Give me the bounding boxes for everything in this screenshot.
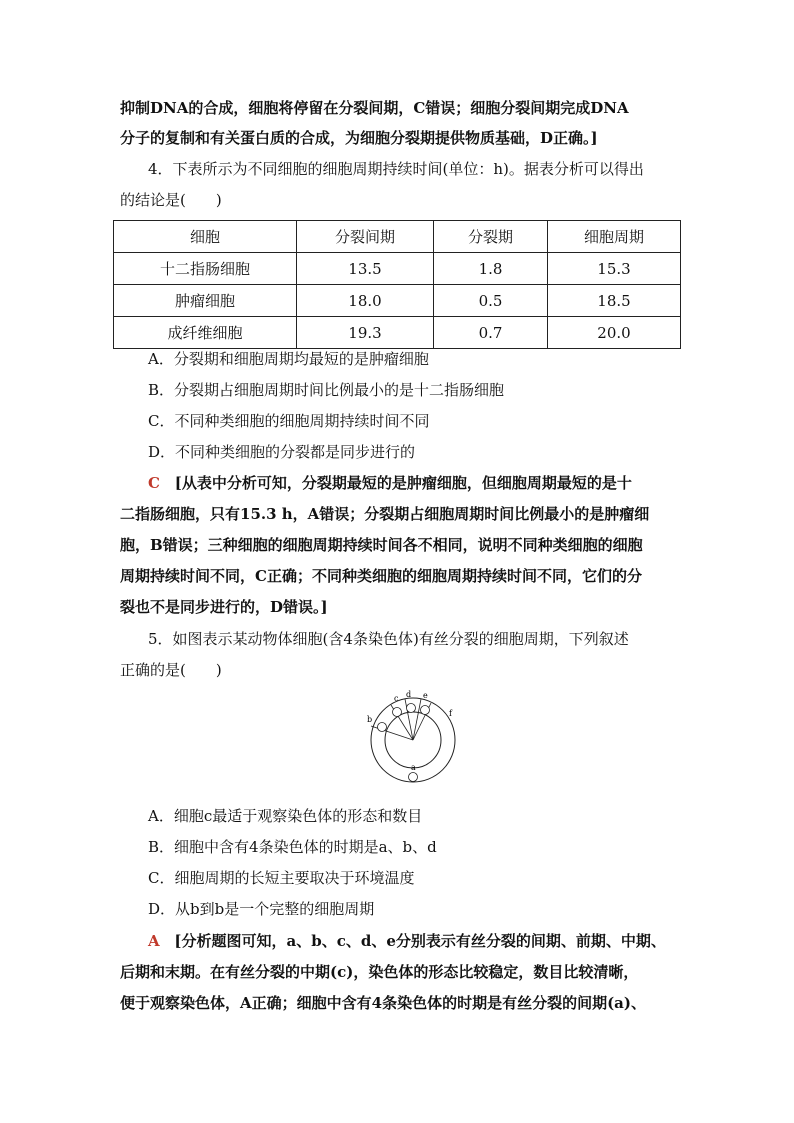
q4-answer-letter: C	[148, 474, 160, 492]
q4-option-c: C．不同种类细胞的细胞周期持续时间不同	[148, 412, 430, 430]
q5-answer-text: [分析题图可知，a、b、c、d、e分别表示有丝分裂的间期、前期、中期、	[174, 932, 666, 950]
table-cell: 18.0	[297, 285, 434, 317]
label-e: e	[423, 691, 428, 700]
question-4-stem: 4．下表所示为不同细胞的细胞周期持续时间(单位：h)。据表分析可以得出	[148, 160, 644, 178]
question-4-stem-cont: 的结论是( )	[120, 191, 222, 209]
q4-option-a: A．分裂期和细胞周期均最短的是肿瘤细胞	[148, 350, 429, 368]
q5-option-a: A．细胞c最适于观察染色体的形态和数目	[148, 807, 423, 825]
table-header: 细胞周期	[548, 221, 681, 253]
q4-option-d: D．不同种类细胞的分裂都是同步进行的	[148, 443, 416, 461]
label-c: c	[394, 694, 399, 703]
table-cell: 1.8	[434, 253, 548, 285]
label-d: d	[406, 690, 412, 699]
label-b: b	[367, 715, 373, 724]
table-header: 分裂期	[434, 221, 548, 253]
cell-cycle-table	[113, 220, 681, 349]
table-cell: 肿瘤细胞	[114, 285, 297, 317]
table-header-row	[114, 221, 681, 253]
table-cell: 19.3	[297, 317, 434, 349]
table-header: 分裂间期	[297, 221, 434, 253]
table-header: 细胞	[114, 221, 297, 253]
label-f: f	[449, 709, 452, 718]
q4-answer-text: [从表中分析可知，分裂期最短的是肿瘤细胞，但细胞周期最短的是十	[174, 474, 632, 492]
table-cell: 15.3	[548, 253, 681, 285]
table-cell: 十二指肠细胞	[114, 253, 297, 285]
q4-answer-line-4: 周期持续时间不同，C正确；不同种类细胞的细胞周期持续时间不同，它们的分	[120, 567, 642, 585]
q5-answer-letter: A	[148, 932, 160, 950]
table-cell: 18.5	[548, 285, 681, 317]
q4-answer-line-2: 二指肠细胞，只有15.3 h，A错误；分裂期占细胞周期时间比例最小的是肿瘤细	[120, 505, 650, 523]
q5-option-c: C．细胞周期的长短主要取决于环境温度	[148, 869, 415, 887]
question-5-stem-cont: 正确的是( )	[120, 661, 222, 679]
cell-d-icon	[407, 704, 416, 713]
table-cell: 0.7	[434, 317, 548, 349]
q5-answer-line-3: 便于观察染色体，A正确；细胞中含有4条染色体的时期是有丝分裂的间期(a)、	[120, 994, 646, 1012]
line-2: 分子的复制和有关蛋白质的合成，为细胞分裂期提供物质基础，D正确。]	[120, 129, 598, 147]
cell-cycle-diagram	[365, 690, 465, 790]
q5-option-d: D．从b到b是一个完整的细胞周期	[148, 900, 375, 918]
table-row	[114, 285, 681, 317]
table-row	[114, 253, 681, 285]
table-cell: 20.0	[548, 317, 681, 349]
table-cell: 成纤维细胞	[114, 317, 297, 349]
q5-option-b: B．细胞中含有4条染色体的时期是a、b、d	[148, 838, 437, 856]
question-5-stem: 5．如图表示某动物体细胞(含4条染色体)有丝分裂的细胞周期，下列叙述	[148, 630, 629, 648]
cell-a-icon	[409, 773, 418, 782]
label-a: a	[411, 763, 416, 772]
table-cell: 0.5	[434, 285, 548, 317]
q4-answer-line-3: 胞，B错误；三种细胞的细胞周期持续时间各不相同，说明不同种类细胞的细胞	[120, 536, 643, 554]
q4-answer-line-1	[148, 473, 680, 493]
cell-b-icon	[378, 723, 387, 732]
q5-answer-line-2: 后期和末期。在有丝分裂的中期(c)，染色体的形态比较稳定，数目比较清晰，	[120, 963, 639, 981]
line-1: 抑制DNA的合成，细胞将停留在分裂间期，C错误；细胞分裂间期完成DNA	[120, 99, 629, 117]
q4-answer-line-5: 裂也不是同步进行的，D错误。]	[120, 598, 328, 616]
q4-option-b: B．分裂期占细胞周期时间比例最小的是十二指肠细胞	[148, 381, 505, 399]
cell-e-icon	[421, 706, 430, 715]
table-row	[114, 317, 681, 349]
table-cell: 13.5	[297, 253, 434, 285]
q5-answer-line-1	[148, 931, 680, 951]
cell-c-icon	[393, 708, 402, 717]
